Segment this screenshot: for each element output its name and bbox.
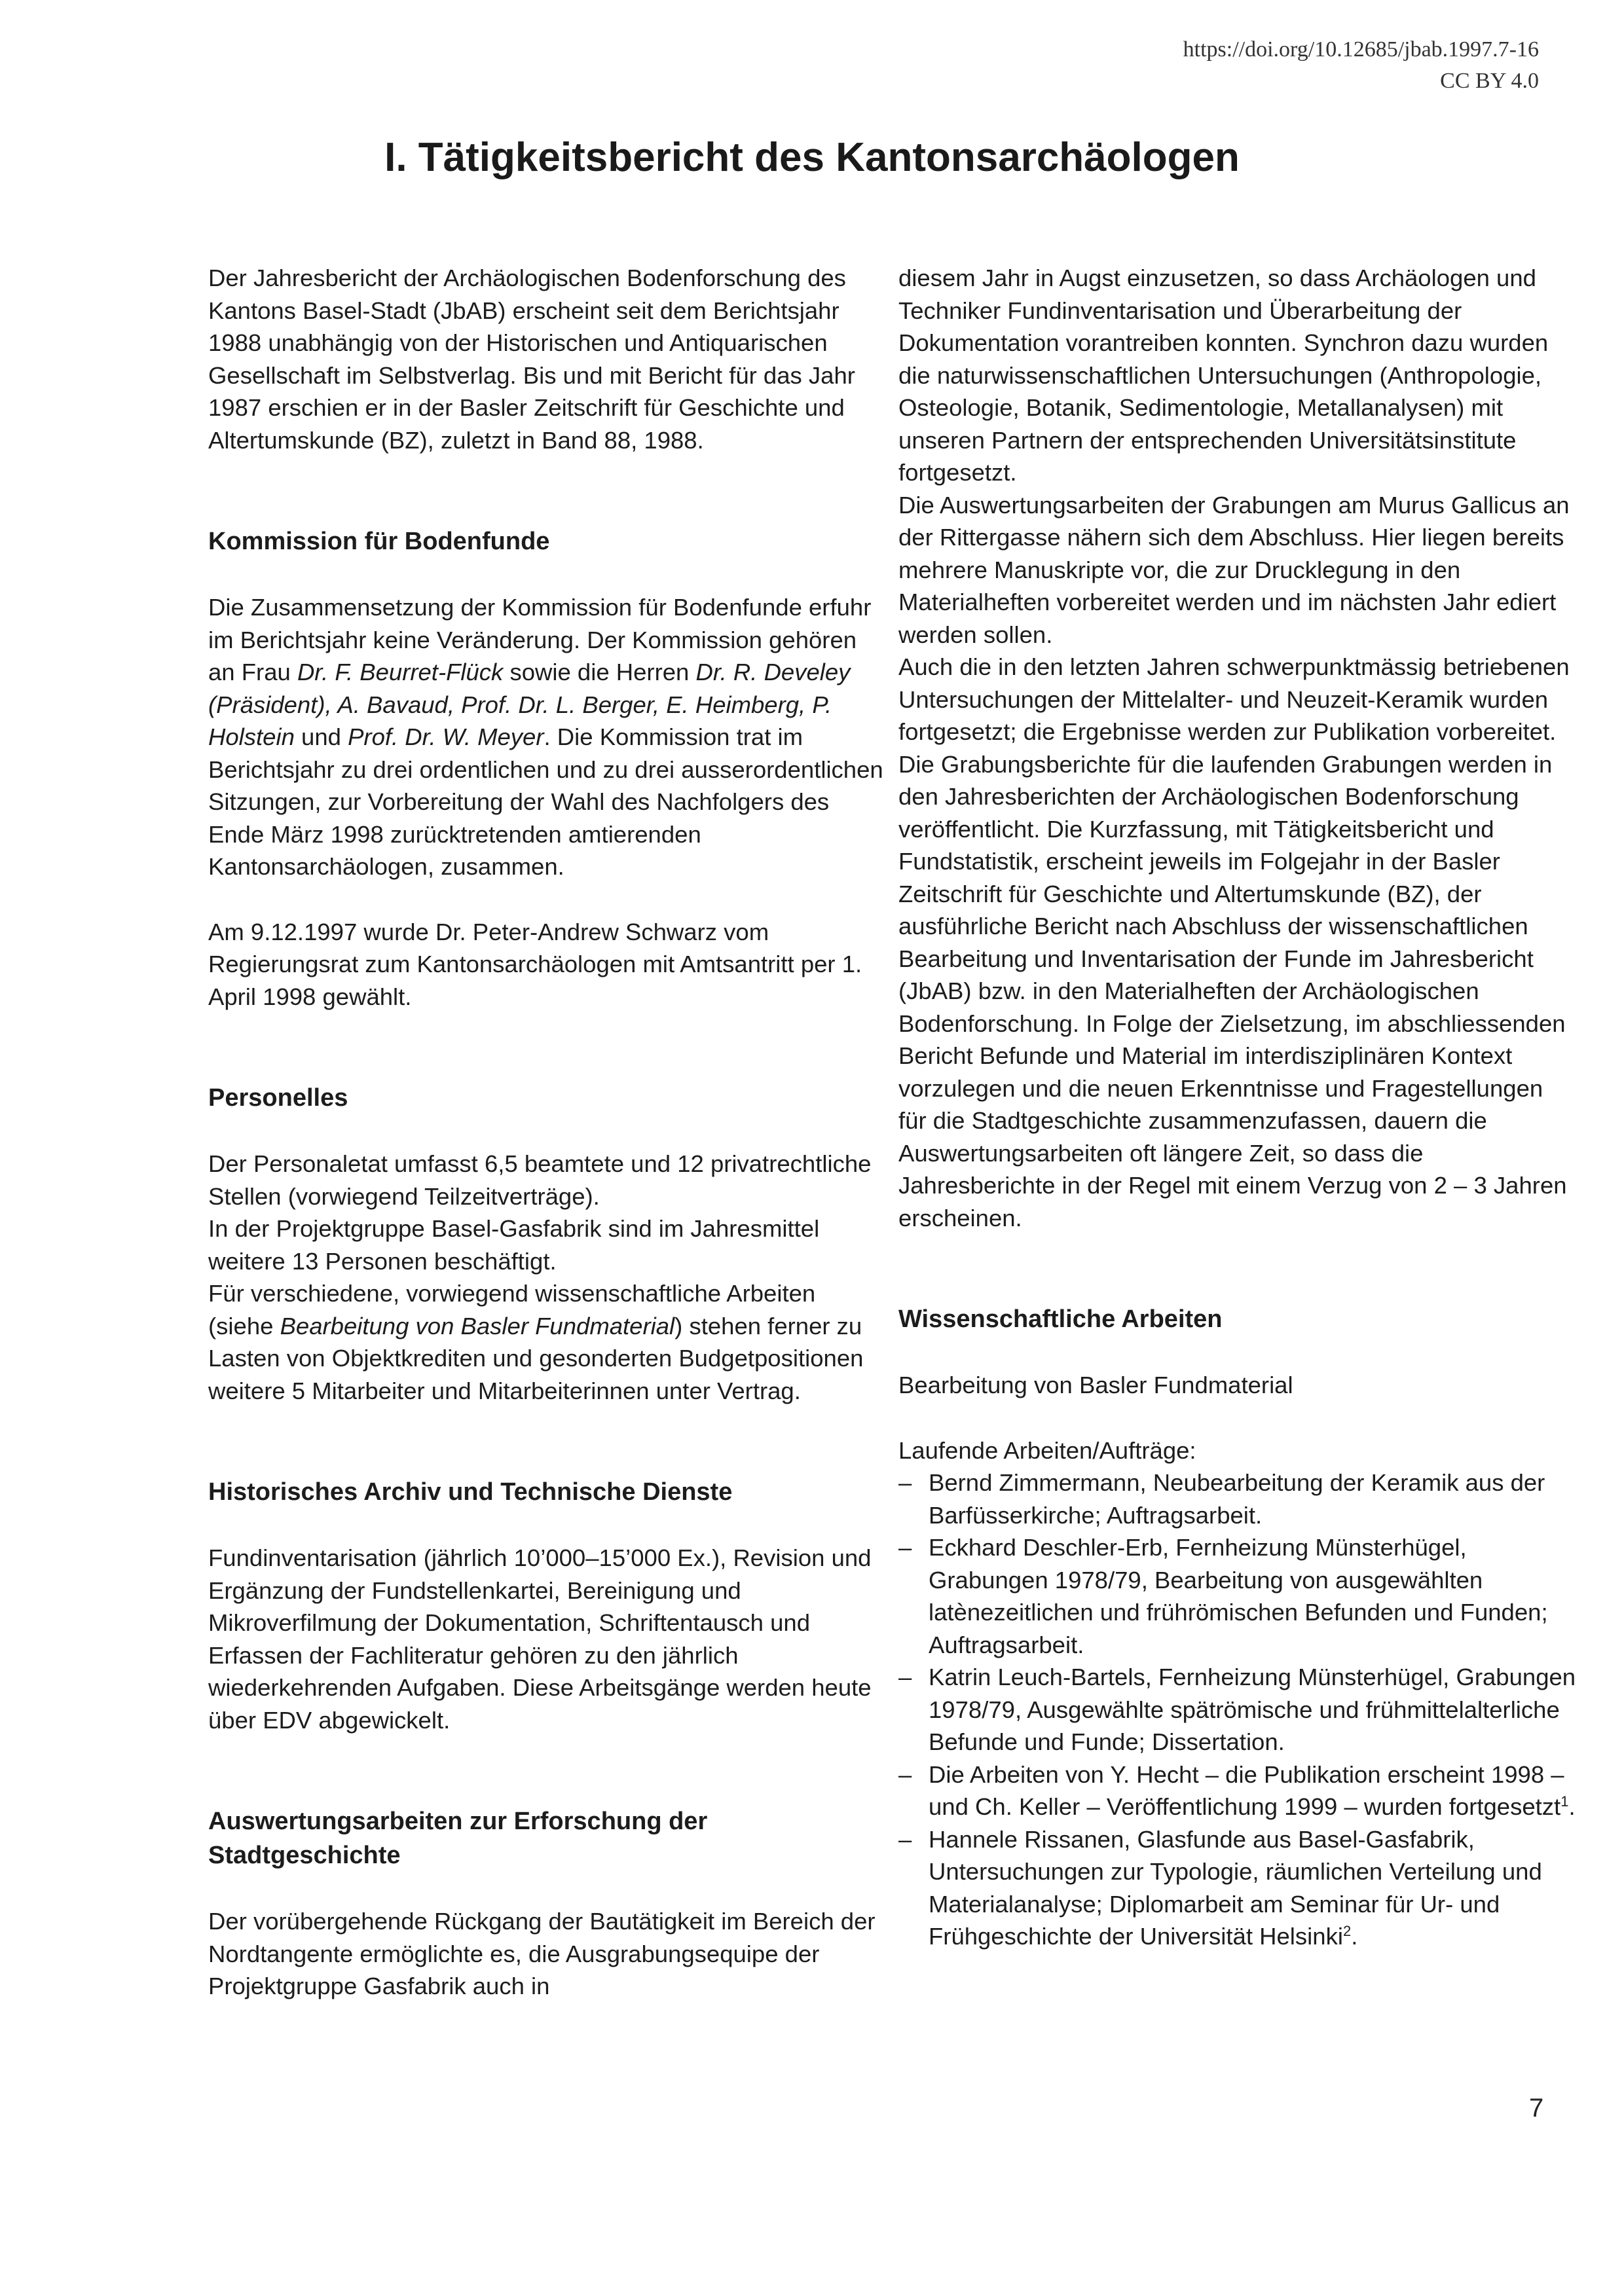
work-list [898, 1467, 1576, 1953]
page-number: 7 [1529, 2094, 1544, 2123]
wahl-paragraph: Am 9.12.1997 wurde Dr. Peter-Andrew Schwarz vom Regierungsrat zum Kantonsarchäologen mit Amtsantritt per 1. April 1998 gewählt. [208, 918, 862, 1010]
list-item: – Katrin Leuch-Bartels, Fernheizung Münsterhügel, Grabungen 1978/79, Ausgewählte spätrömische und frühmittelalterliche Befunde und Funde; Dissertation. [898, 1661, 1576, 1758]
keramik-paragraph: Auch die in den letzten Jahren schwerpunktmässig betriebenen Untersuchungen der Mittelalter- und Neuzeit-Keramik wurden fortgesetzt; die Ergebnisse werden zur Publikation vorbereitet. [898, 653, 1570, 745]
grabungsberichte-paragraph: Die Grabungsberichte für die laufenden Grabungen werden in den Jahresberichten der Archäologischen Bodenforschung veröffentlicht. Die Kurzfassung, mit Tätigkeitsbericht und Fundstatistik, erscheint jeweils im Folgejahr in der Basler Zeitschrift für Geschichte und Altertumskunde (BZ), der ausführliche Bericht nach Abschluss der wissenschaftlichen Bearbeitung und Inventarisation der Funde im Jahresbericht (JbAB) bzw. in den Materialheften der Archäologischen Bodenforschung. In Folge der Zielsetzung, im abschliessenden Bericht Befunde und Material im interdisziplinären Kontext vorzulegen und die neuen Erkenntnisse und Fragestellungen für die Stadtgeschichte zusammenzufassen, dauern die Auswertungsarbeiten oft längere Zeit, so dass die Jahresberichte in der Regel mit einem Verzug von 2 – 3 Jahren erscheinen. [898, 750, 1567, 1231]
personelles-paragraph-1: Der Personaletat umfasst 6,5 beamtete und 12 privatrechtliche Stellen (vorwiegend Teilzeitverträge). [208, 1150, 872, 1210]
footnote-marker[interactable]: 1 [1560, 1793, 1569, 1810]
left-column [208, 262, 886, 2003]
heading-archiv: Historisches Archiv und Technische Dienste [208, 1478, 733, 1506]
sub-heading-fundmaterial: Bearbeitung von Basler Fundmaterial [898, 1372, 1293, 1398]
doi-header [1183, 34, 1539, 97]
auswertung-paragraph: Der vorübergehende Rückgang der Bautätigkeit im Bereich der Nordtangente ermöglichte es, die Ausgrabungsequipe der Projektgruppe Gasfabrik auch in [208, 1908, 876, 1999]
archiv-paragraph: Fundinventarisation (jährlich 10’000–15’000 Ex.), Revision und Ergänzung der Fundstellenkartei, Bereinigung und Mikroverfilmung der Dokumentation, Schriftentausch und Erfassen der Fachliteratur gehören zu den jährlich wiederkehrenden Aufgaben. Diese Arbeitsgänge werden heute über EDV abgewickelt. [208, 1544, 872, 1734]
list-item: – Eckhard Deschler-Erb, Fernheizung Münsterhügel, Grabungen 1978/79, Bearbeitung von ausgewählten latènezeitlichen und frührömischen Befunden und Funden; Auftragsarbeit. [898, 1531, 1576, 1661]
doi-link[interactable]: https://doi.org/10.12685/jbab.1997.7-16 [1183, 37, 1539, 62]
list-item: – Die Arbeiten von Y. Hecht – die Publikation erscheint 1998 – und Ch. Keller – Veröffentlichung 1999 – wurden fortgesetzt$^1$. [898, 1758, 1576, 1823]
kommission-paragraph: Die Zusammensetzung der Kommission für Bodenfunde erfuhr im Berichtsjahr keine Veränderung. Der Kommission gehören an Frau Dr. F. Beurret-Flück sowie die Herren Dr. R. Develey (Präsident), A. Bavaud, Prof. Dr. L. Berger, E. Heimberg, P. Holstein und Prof. Dr. W. Meyer. Die Kommission trat im Berichtsjahr zu drei ordentlichen und zu drei ausserordentlichen Sitzungen, zur Vorbereitung der Wahl des Nachfolgers des Ende März 1998 zurücktretenden amtierenden Kantonsarchäologen, zusammen. [208, 594, 883, 880]
intro-paragraph: Der Jahresbericht der Archäologischen Bodenforschung des Kantons Basel-Stadt (JbAB) erscheint seit dem Berichtsjahr 1988 unabhängig von der Historischen und Antiquarischen Gesellschaft im Selbstverlag. Bis und mit Bericht für das Jahr 1987 erschien er in der Basler Zeitschrift für Geschichte und Altertumskunde (BZ), zuletzt in Band 88, 1988. [208, 264, 855, 454]
murus-paragraph: Die Auswertungsarbeiten der Grabungen am Murus Gallicus an der Rittergasse nähern sich dem Abschluss. Hier liegen bereits mehrere Manuskripte vor, die zur Drucklegung in den Materialheften vorbereitet werden und im nächsten Jahr ediert werden sollen. [898, 491, 1570, 648]
footnote-marker[interactable]: 2 [1342, 1922, 1352, 1939]
heading-wissenschaftliche-arbeiten: Wissenschaftliche Arbeiten [898, 1305, 1223, 1333]
heading-auswertung: Auswertungsarbeiten zur Erforschung der Stadtgeschichte [208, 1808, 708, 1869]
heading-kommission: Kommission für Bodenfunde [208, 528, 550, 555]
heading-personelles: Personelles [208, 1084, 348, 1112]
augst-paragraph: diesem Jahr in Augst einzusetzen, so dass Archäologen und Techniker Fundinventarisation und Überarbeitung der Dokumentation vorantreiben konnten. Synchron dazu wurden die naturwissenschaftlichen Untersuchungen (Anthropologie, Osteologie, Botanik, Sedimentologie, Metallanalysen) mit unseren Partnern der entsprechenden Universitätsinstitute fortgesetzt. [898, 264, 1549, 486]
list-item: – Hannele Rissanen, Glasfunde aus Basel-Gasfabrik, Untersuchungen zur Typologie, räumlichen Verteilung und Materialanalyse; Diplomarbeit am Seminar für Ur- und Frühgeschichte der Universität Helsinki$^2$. [898, 1823, 1576, 1953]
license-label: CC BY 4.0 [1440, 69, 1539, 93]
list-title: Laufende Arbeiten/Aufträge: [898, 1436, 1196, 1464]
personelles-paragraph-2: In der Projektgruppe Basel-Gasfabrik sind im Jahresmittel weitere 13 Personen beschäftigt. [208, 1215, 820, 1275]
personelles-paragraph-3: Für verschiedene, vorwiegend wissenschaftliche Arbeiten (siehe Bearbeitung von Basler Fundmaterial) stehen ferner zu Lasten von Objektkrediten und gesonderten Budgetpositionen weitere 5 Mitarbeiter und Mitarbeiterinnen unter Vertrag. [208, 1280, 864, 1404]
page-title: I. Tätigkeitsbericht des Kantonsarchäologen [384, 135, 1240, 180]
right-column [898, 262, 1576, 1953]
list-item: – Bernd Zimmermann, Neubearbeitung der Keramik aus der Barfüsserkirche; Auftragsarbeit. [898, 1467, 1576, 1531]
